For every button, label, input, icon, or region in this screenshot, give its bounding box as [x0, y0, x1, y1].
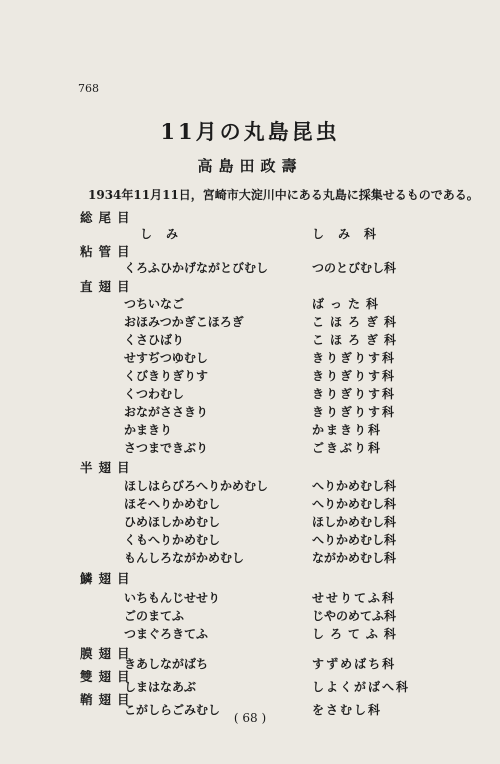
family-name: しろてふ科 [312, 627, 402, 641]
list-item [0, 225, 500, 243]
species-name: ごのまてふ [124, 609, 185, 623]
list-item [0, 477, 500, 495]
list-item [0, 367, 500, 385]
species-name: ほしはらびろへりかめむし [124, 479, 269, 493]
species-name: くつわむし [124, 387, 185, 401]
family-name: ばった科 [312, 297, 385, 311]
species-name: くもへりかめむし [124, 533, 221, 547]
family-name: ほしかめむし科 [312, 515, 397, 529]
page-number-bottom: ( 68 ) [233, 711, 267, 725]
family-name: ごきぶり科 [312, 441, 383, 455]
order-heading: 総尾目 [80, 210, 136, 225]
species-name: いちもんじせせり [124, 591, 221, 605]
order-heading: 鱗翅目 [80, 571, 136, 586]
list-item [0, 259, 500, 277]
list-item [0, 701, 500, 717]
article-title: 11月の丸島昆虫 [160, 119, 340, 144]
species-name: おながささきり [124, 405, 209, 419]
family-name: しよくがばへ科 [312, 680, 411, 694]
family-name: こほろぎ科 [312, 315, 403, 329]
list-item [0, 331, 500, 349]
family-name: すずめばち科 [312, 657, 397, 671]
order-heading: 直翅目 [80, 279, 136, 294]
list-item [0, 607, 500, 625]
list-item [0, 531, 500, 549]
author-name: 高島田政壽 [197, 157, 303, 175]
species-name: ほそへりかめむし [124, 497, 221, 511]
family-name: じやのめてふ科 [312, 609, 397, 623]
species-name: せすぢつゆむし [124, 351, 208, 365]
species-name: かまきり [124, 423, 173, 437]
list-item [0, 549, 500, 567]
order-heading: 膜翅目 [80, 646, 136, 661]
species-name: しまはなあぶ [124, 680, 197, 694]
family-name: せせりてふ科 [312, 591, 397, 605]
order-heading: 半翅目 [80, 460, 136, 475]
list-item [0, 349, 500, 367]
list-item [0, 421, 500, 439]
list-item [0, 313, 500, 331]
species-name: きあしながばち [124, 657, 209, 671]
list-item [0, 439, 500, 457]
species-name: くさひばり [124, 333, 185, 347]
species-name: くびきりぎりす [124, 369, 209, 383]
species-name: さつまできぶり [124, 441, 209, 455]
list-item [0, 513, 500, 531]
family-name: こほろぎ科 [312, 333, 403, 347]
intro-paragraph: 1934年11月11日，宮崎市大淀川中にある丸島に採集せるものである。 [88, 188, 479, 202]
family-name: ながかめむし科 [312, 551, 397, 565]
list-item [0, 295, 500, 313]
species-name: おほみつかぎこほろぎ [124, 315, 244, 329]
family-name: きりぎりす科 [312, 369, 397, 383]
list-item [0, 495, 500, 513]
order-heading: 雙翅目 [80, 669, 136, 684]
species-name: ひめほしかめむし [124, 515, 221, 529]
list-item [0, 385, 500, 403]
species-name: しみ [140, 227, 193, 241]
family-name: きりぎりす科 [312, 387, 397, 401]
family-name: つのとびむし科 [312, 261, 397, 275]
family-name: をさむし科 [312, 703, 383, 717]
family-name: きりぎりす科 [312, 351, 397, 365]
list-item [0, 655, 500, 671]
family-name: しみ科 [312, 227, 391, 241]
order-heading: 粘管目 [80, 244, 136, 259]
order-heading: 鞘翅目 [80, 692, 136, 707]
species-name: つちいなご [124, 297, 185, 311]
list-item [0, 589, 500, 607]
family-name: へりかめむし科 [312, 479, 397, 493]
species-name: もんしろながかめむし [124, 551, 245, 565]
list-item [0, 403, 500, 421]
family-name: きりぎりす科 [312, 405, 397, 419]
family-name: かまきり科 [312, 423, 383, 437]
list-item [0, 625, 500, 643]
family-name: へりかめむし科 [312, 533, 397, 547]
list-item [0, 678, 500, 694]
species-name: つまぐろきてふ [124, 627, 209, 641]
family-name: へりかめむし科 [312, 497, 397, 511]
page-number-top: 768 [78, 82, 99, 95]
species-name: こがしらごみむし [124, 703, 221, 717]
species-name: くろふひかげながとびむし [124, 261, 269, 275]
